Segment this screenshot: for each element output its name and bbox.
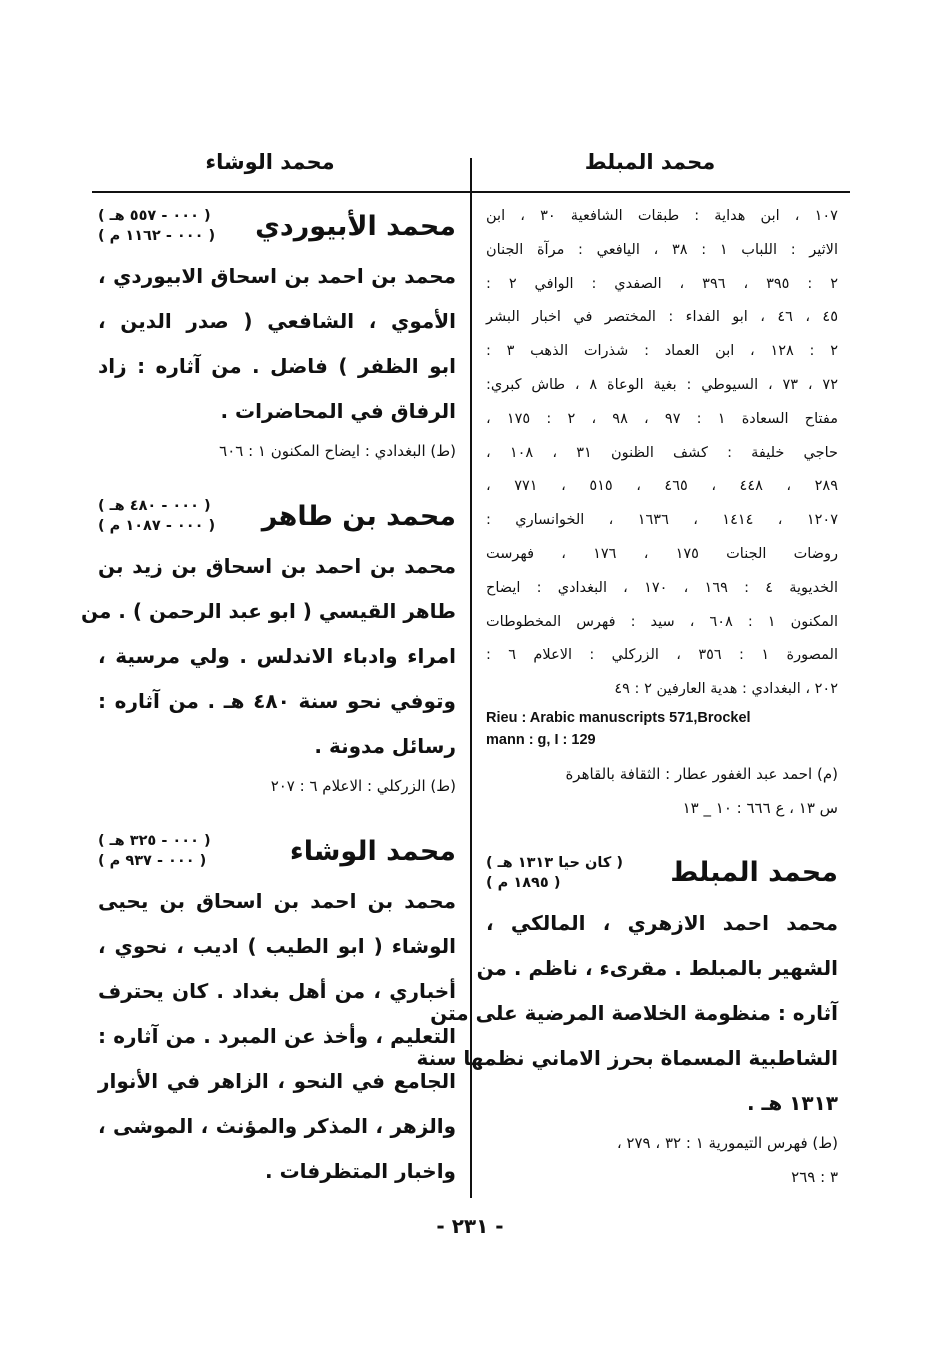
reference-line: ٢٨٩ ، ٤٤٨ ، ٤٦٥ ، ٥١٥ ، ٧٧١ ، [486,478,839,495]
entry-source: (ط) البغدادي : ايضاح المكنون ١ : ٦٠٦ [219,442,456,460]
reference-line: ٢٠٢ ، البغدادي : هدية العارفين ٢ : ٤٩ [614,681,838,698]
body-line: واخبار المتظرفات . [265,1159,456,1183]
body-line: أخباري ، من أهل بغداد . كان يحترف [98,979,456,1003]
body-line: محمد احمد الازهري ، المالكي ، [486,910,838,935]
body-line: محمد بن احمد بن اسحاق بن زيد بن [98,554,456,578]
reference-line: الخديوية ٤ : ١٦٩ ، ١٧٠ ، البغدادي : ايضاح [486,579,838,596]
entry-heading [98,831,456,871]
body-line: الأموي ، الشافعي ( صدر الدين ، [98,309,456,333]
reference-line: مفتاح السعادة ١ : ٩٧ ، ٩٨ ، ٢ : ١٧٥ ، [486,410,838,427]
entry-name: محمد بن طاهر [261,500,456,532]
body-line: الرفاق في المحاضرات . [220,399,456,423]
entry-body [98,879,456,1194]
body-line: التعليم ، وأخذ عن المبرد . من آثاره : [98,1024,456,1048]
date-ce: ( ٠٠٠ - ١٠٨٧ م ) [98,518,216,534]
magazine-line: (م) احمد عبد الغفور عطار : الثقافة بالقاهرة [565,764,838,783]
magazine-line: س ١٣ ، ع ٦٦٦ : ١٠ _ ١٣ [682,798,838,817]
running-head-right: محمد المبلط [584,150,716,174]
date-hijri: ( ٠٠٠ - ٤٨٠ هـ ) [98,498,211,514]
left-column [80,200,456,1194]
entry-dates [98,831,211,871]
body-line: محمد بن احمد بن اسحاق الابيوردي ، [98,264,456,288]
entry-name: محمد الوشاء [289,835,456,867]
reference-line: الاثير : اللباب ١ : ٣٨ ، اليافعي : مرآة الجنان [486,241,838,258]
latin-line: Rieu : Arabic manuscripts 571,Brockel [486,709,751,726]
latin-line: mann : g, I : 129 [486,731,596,748]
date-hijri: ( ٠٠٠ - ٥٥٧ هـ ) [98,208,211,224]
entry-source: (ط) الزركلي : الاعلام ٦ : ٢٠٧ [270,777,456,795]
body-line: آثاره : منظومة الخلاصة المرضية على متن [430,1000,838,1025]
entry-dates [486,853,623,893]
reference-line: المكنون ١ : ٦٠٨ ، سيد : فهرس المخطوطات [486,613,838,630]
running-head-left: محمد الوشاء [205,150,335,174]
body-line: ١٣١٣ هـ . [746,1090,838,1115]
date-hijri: ( كان حيا ١٣١٣ هـ ) [486,854,623,871]
entry-name: محمد المبلط [670,857,838,889]
page-number: - ٢٣١ - [436,1214,504,1238]
body-line: طاهر القيسي ( ابو عبد الرحمن ) . من [80,599,456,623]
reference-line: حاجي خليفة : كشف الظنون ٣١ ، ١٠٨ ، [486,444,838,461]
reference-line: ٢ : ١٢٨ ، ابن العماد : شذرات الذهب ٣ : [486,343,838,360]
entry-name: محمد الأبيوردي [255,210,456,242]
source-line: ٣ : ٢٦٩ [791,1167,838,1186]
references-block [486,200,838,707]
reference-line: ٤٥ ، ٤٦ ، ابو الفداء : المختصر في اخبار البشر [486,309,838,326]
body-line: الوشاء ( ابو الطيب ) اديب ، نحوي ، [98,934,456,958]
entry-dates [98,206,215,246]
body-line: الجامع في النحو ، الزاهر في الأنوار [98,1069,456,1093]
entry-body [80,544,456,769]
date-ce: ( ١٨٩٥ م ) [486,874,561,891]
body-line: امراء وادباء الاندلس . ولي مرسية ، [98,644,456,668]
right-column [416,200,839,1194]
entry-source [486,1126,838,1194]
body-line: رسائل مدونة . [314,734,456,758]
body-line: الشهير بالمبلط . مقرىء ، ناظم . من [476,955,838,980]
reference-line: المصورة ١ : ٣٥٦ ، الزركلي : الاعلام ٦ : [486,647,838,664]
reference-line: ٧٢ ، ٧٣ ، السيوطي : بغية الوعاة ٨ ، طاش كبري: [486,376,838,393]
latin-reference [486,707,838,751]
reference-line: ١٠٧ ، ابن هداية : طبقات الشافعية ٣٠ ، ابن [486,208,838,224]
entry-body [416,901,838,1126]
body-line: وتوفي نحو سنة ٤٨٠ هـ . من آثاره : [98,689,456,713]
reference-line: ٢ : ٣٩٥ ، ٣٩٦ ، الصفدي : الوافي ٢ : [486,275,838,292]
reference-line: ١٢٠٧ ، ١٤١٤ ، ١٦٣٦ ، الخوانساري : [486,512,838,529]
date-hijri: ( ٠٠٠ - ٣٢٥ هـ ) [98,833,211,849]
body-line: الشاطبية المسماة بحرز الاماني نظمها سنة [416,1045,838,1070]
entry-heading [98,496,456,536]
entry-dates [98,496,215,536]
reference-line: روضات الجنات ١٧٥ ، ١٧٦ ، فهرست [486,545,838,562]
date-ce: ( ٠٠٠ - ١١٦٢ م ) [98,228,216,244]
body-line: ابو الظفر ) فاضل . من آثاره : زاد [98,354,456,378]
date-ce: ( ٠٠٠ - ٩٣٧ م ) [98,853,207,869]
source-line: (ط) فهرس التيمورية ١ : ٣٢ ، ٢٧٩ ، [616,1133,838,1152]
entry-body [98,254,456,434]
magazine-reference [486,757,838,825]
entry-heading [98,206,456,246]
body-line: والزهر ، المذكر والمؤنث ، الموشى ، [98,1114,456,1138]
body-line: محمد بن احمد بن اسحاق بن يحيى [98,889,456,913]
entry-heading [486,853,838,893]
